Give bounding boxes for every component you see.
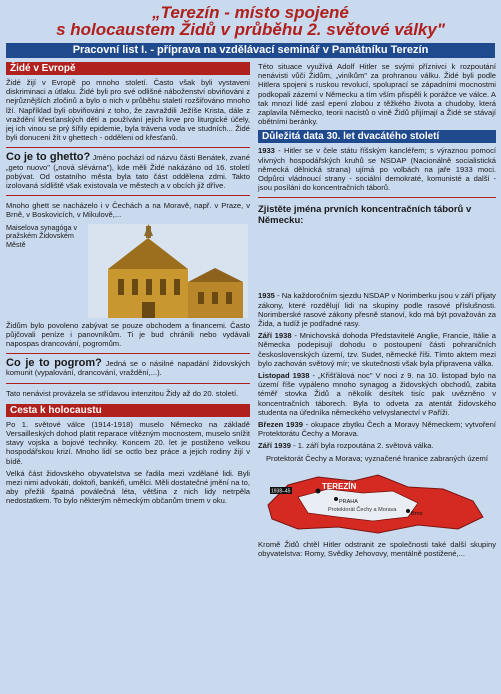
event-nov-1938 bbox=[258, 371, 496, 417]
hatred-paragraph: Tato nenávist provázela se střídavou intenzitou Židy až do 20. století. bbox=[6, 388, 239, 398]
camps-task: Zjistěte jména prvních koncentračních táborů v Německu: bbox=[258, 204, 472, 227]
section-heading-holocaust: Cesta k holocaustu bbox=[6, 404, 250, 417]
ghetto-paragraph bbox=[6, 153, 250, 190]
ghetto-question: Co je to ghetto? bbox=[6, 151, 91, 164]
event-1935 bbox=[258, 291, 496, 328]
event-date: Září 1938 bbox=[258, 331, 292, 341]
pogrom-paragraph bbox=[6, 359, 250, 377]
left-column bbox=[6, 62, 250, 506]
event-text: - okupace zbytku Čech a Moravy Německem; vytvoření Protektorátu Čechy a Morava. bbox=[258, 420, 496, 439]
event-date: Březen 1939 bbox=[258, 420, 303, 430]
pogrom-question: Co je to pogrom? bbox=[6, 357, 102, 370]
synagogue-caption: Maiselova synagóga v pražském Židovském Městě bbox=[6, 222, 78, 249]
synagogue-figure bbox=[6, 224, 250, 318]
right-column bbox=[258, 62, 496, 558]
event-text: - Na každoročním sjezdu NSDAP v Norimberku jsou v září přijaty zákony, které rozdělují lidi na skupiny podle rasové příslušnosti. Norimberské rasové zákony přesně stanoví, kdo má být považován za Žida, a tudíž je podřadné rasy. bbox=[258, 291, 496, 329]
pogrom-definition: Jedná se o násilné napadání židovských komunit (vypalování, drancování, vraždění,...). bbox=[6, 359, 250, 378]
title-line-1: „Terezín - místo spojené bbox=[152, 3, 349, 22]
event-text: - „Křišťálová noc" V noci z 9. na 10. listopad bylo na území říše vypáleno mnoho synagog a židovských obchodů, zabita téměř stovka Židů a několik desítek tisíc pak uvězněno v koncentračních táborech. Byla to odveta za atentát židovského studenta na úředníka německého velvyslanectví v Paříži. bbox=[258, 371, 496, 417]
event-date: 1933 bbox=[258, 146, 275, 156]
divider bbox=[6, 195, 250, 196]
event-date: Září 1939 bbox=[258, 441, 291, 451]
event-date: 1935 bbox=[258, 291, 275, 301]
title-line-2: s holocaustem Židů v průběhu 2. světové války" bbox=[56, 20, 445, 39]
event-sep-1939 bbox=[258, 441, 496, 450]
divider bbox=[258, 197, 496, 198]
divider bbox=[6, 353, 250, 354]
map-caption: Protektorát Čechy a Morava; vyznačené hranice zabraných území bbox=[265, 453, 488, 463]
section-heading-dates: Důležitá data 30. let dvacátého století bbox=[258, 130, 496, 143]
event-sep-1938 bbox=[258, 331, 496, 368]
map-label-years: 1938–45 bbox=[271, 488, 291, 495]
divider bbox=[6, 147, 250, 148]
jews-paragraph: Židé žijí v Evropě po mnoho století. Často však byli vystaveni diskriminaci a útlaku. Židé byli pro své odlišné náboženství obviňováni z nejrůznějších zločinů a bylo o nich v průběhu staletí rozšiřováno mnoho lží. Například byli obviňováni z toho, že zavraždili Ježíše Krista, dále z vraždění křesťanských dětí a používání jejich krve pro liturgické účely, jej ich vinou se prý šířily epidemie, byla trávena voda ve studních... Židé byli donuceni žít v ghettech - odděleni od křesťanů. bbox=[6, 78, 250, 143]
answer-space[interactable] bbox=[258, 226, 496, 288]
holocaust-paragraph-2: Velká část židovského obyvatelstva se řadila mezi vzdělané lidi. Byli mezi nimi advokáti, doktoři, bankéři, umělci. Měli dostatečné jmění na to, aby přežili špatná poválečná léta, většina z nich lidy netrpěla nedostatkem. To bylo některým německým občanům trnem v oku. bbox=[6, 468, 250, 506]
map-label-praha: PRAHA bbox=[339, 498, 358, 505]
synagogue-image bbox=[88, 224, 250, 318]
intro-paragraph: Této situace využívá Adolf Hitler se svými příznivci k rozpoutání nenávisti vůči Židům, „viníkům" za prohranou válku. Židé byli podle Hitlera spojeni s ruskou revolucí, spoluprací se západními mocnostmi podkopali zázemí v Německu a tím vším přispěli k porážce ve válce. A tak mnozí lidé zasl epení zlobou z těžkého života a chudoby, která zaplavila Německo, teorii nacistů o vině Židů přijímají a Židé se stávají obětními beránky. bbox=[258, 62, 496, 127]
ghetto-definition: Jméno pochází od názvu části Benátek, zvané „geto nuovo" („nová slévárna"), kde měli Židé nakázáno od 16. století pobývat. Od ostatního města byla tato část oddělena zdmi. Takto izolovaná sídliště však existovala ve městech a v obcích již dříve. bbox=[6, 153, 250, 191]
map-label-terezin: TEREZÍN bbox=[322, 481, 357, 491]
ghetto-locations: Mnoho ghett se nacházelo i v Čechách a na Moravě, např. v Praze, v Brně, v Boskovicích, v Mikulově,... bbox=[6, 201, 250, 220]
event-text: - Hitler se v čele státu říšským kancléřem; s výraznou pomocí vlivných hospodářských kruhů se NSDAP (Nacionálně socialistická německá dělnická strana) ujímá po volbách na jaře 1933 moci. Odpůrci vládnoucí strany - sociální demokraté, komunisté a další - jsou posíláni do koncentračních táborů. bbox=[258, 146, 496, 193]
event-text: - Mnichovská dohoda Představitelé Anglie, Francie, Itálie a Německa podepisují dohodu o postoupení části pohraničních československých území, tzv. Sudet, německé říši. Tímto aktem mezi bylo zachován světový mír; ve skutečnosti však byla připravena válka. bbox=[258, 331, 496, 368]
closing-paragraph: Kromě Židů chtěl Hitler odstranit ze společnosti také další skupiny obyvatelstva: Romy, Svědky Jehovovy, mentálně postižené,... bbox=[258, 539, 496, 559]
map-label-protectorate: Protektorát Čechy a Morava bbox=[328, 506, 397, 513]
event-mar-1939 bbox=[258, 420, 496, 438]
worksheet-banner: Pracovní list I. - příprava na vzdělávací seminář v Památníku Terezín bbox=[6, 43, 495, 58]
page-title bbox=[0, 4, 501, 38]
event-text: - 1. září byla rozpoutána 2. světová válka. bbox=[293, 441, 434, 451]
holocaust-paragraph-1: Po 1. světové válce (1914-1918) muselo Německo na základě Versailleských dohod platit reparace vítězným mocnostem, muselo snížit stavy vojska a bojové techniky. Koncem 20. let je postiženo velkou hospodářskou krizí. Mnoho lidí se octlo bez práce a jejich rodiny žijí v bídě. bbox=[6, 419, 250, 466]
protectorate-map bbox=[258, 467, 496, 537]
divider bbox=[6, 383, 250, 384]
event-1933 bbox=[258, 146, 496, 192]
section-heading-jews: Židé v Evropě bbox=[6, 62, 250, 75]
event-date: Listopad 1938 bbox=[258, 371, 310, 381]
map-label-brno: Brno bbox=[411, 510, 423, 517]
money-paragraph: Židům bylo povoleno zabývat se pouze obchodem a financemi. Často půjčovali peníze i panovníkům. Ti je bud chránili nebo vydávali napospas drancování, pogromům. bbox=[6, 320, 250, 349]
